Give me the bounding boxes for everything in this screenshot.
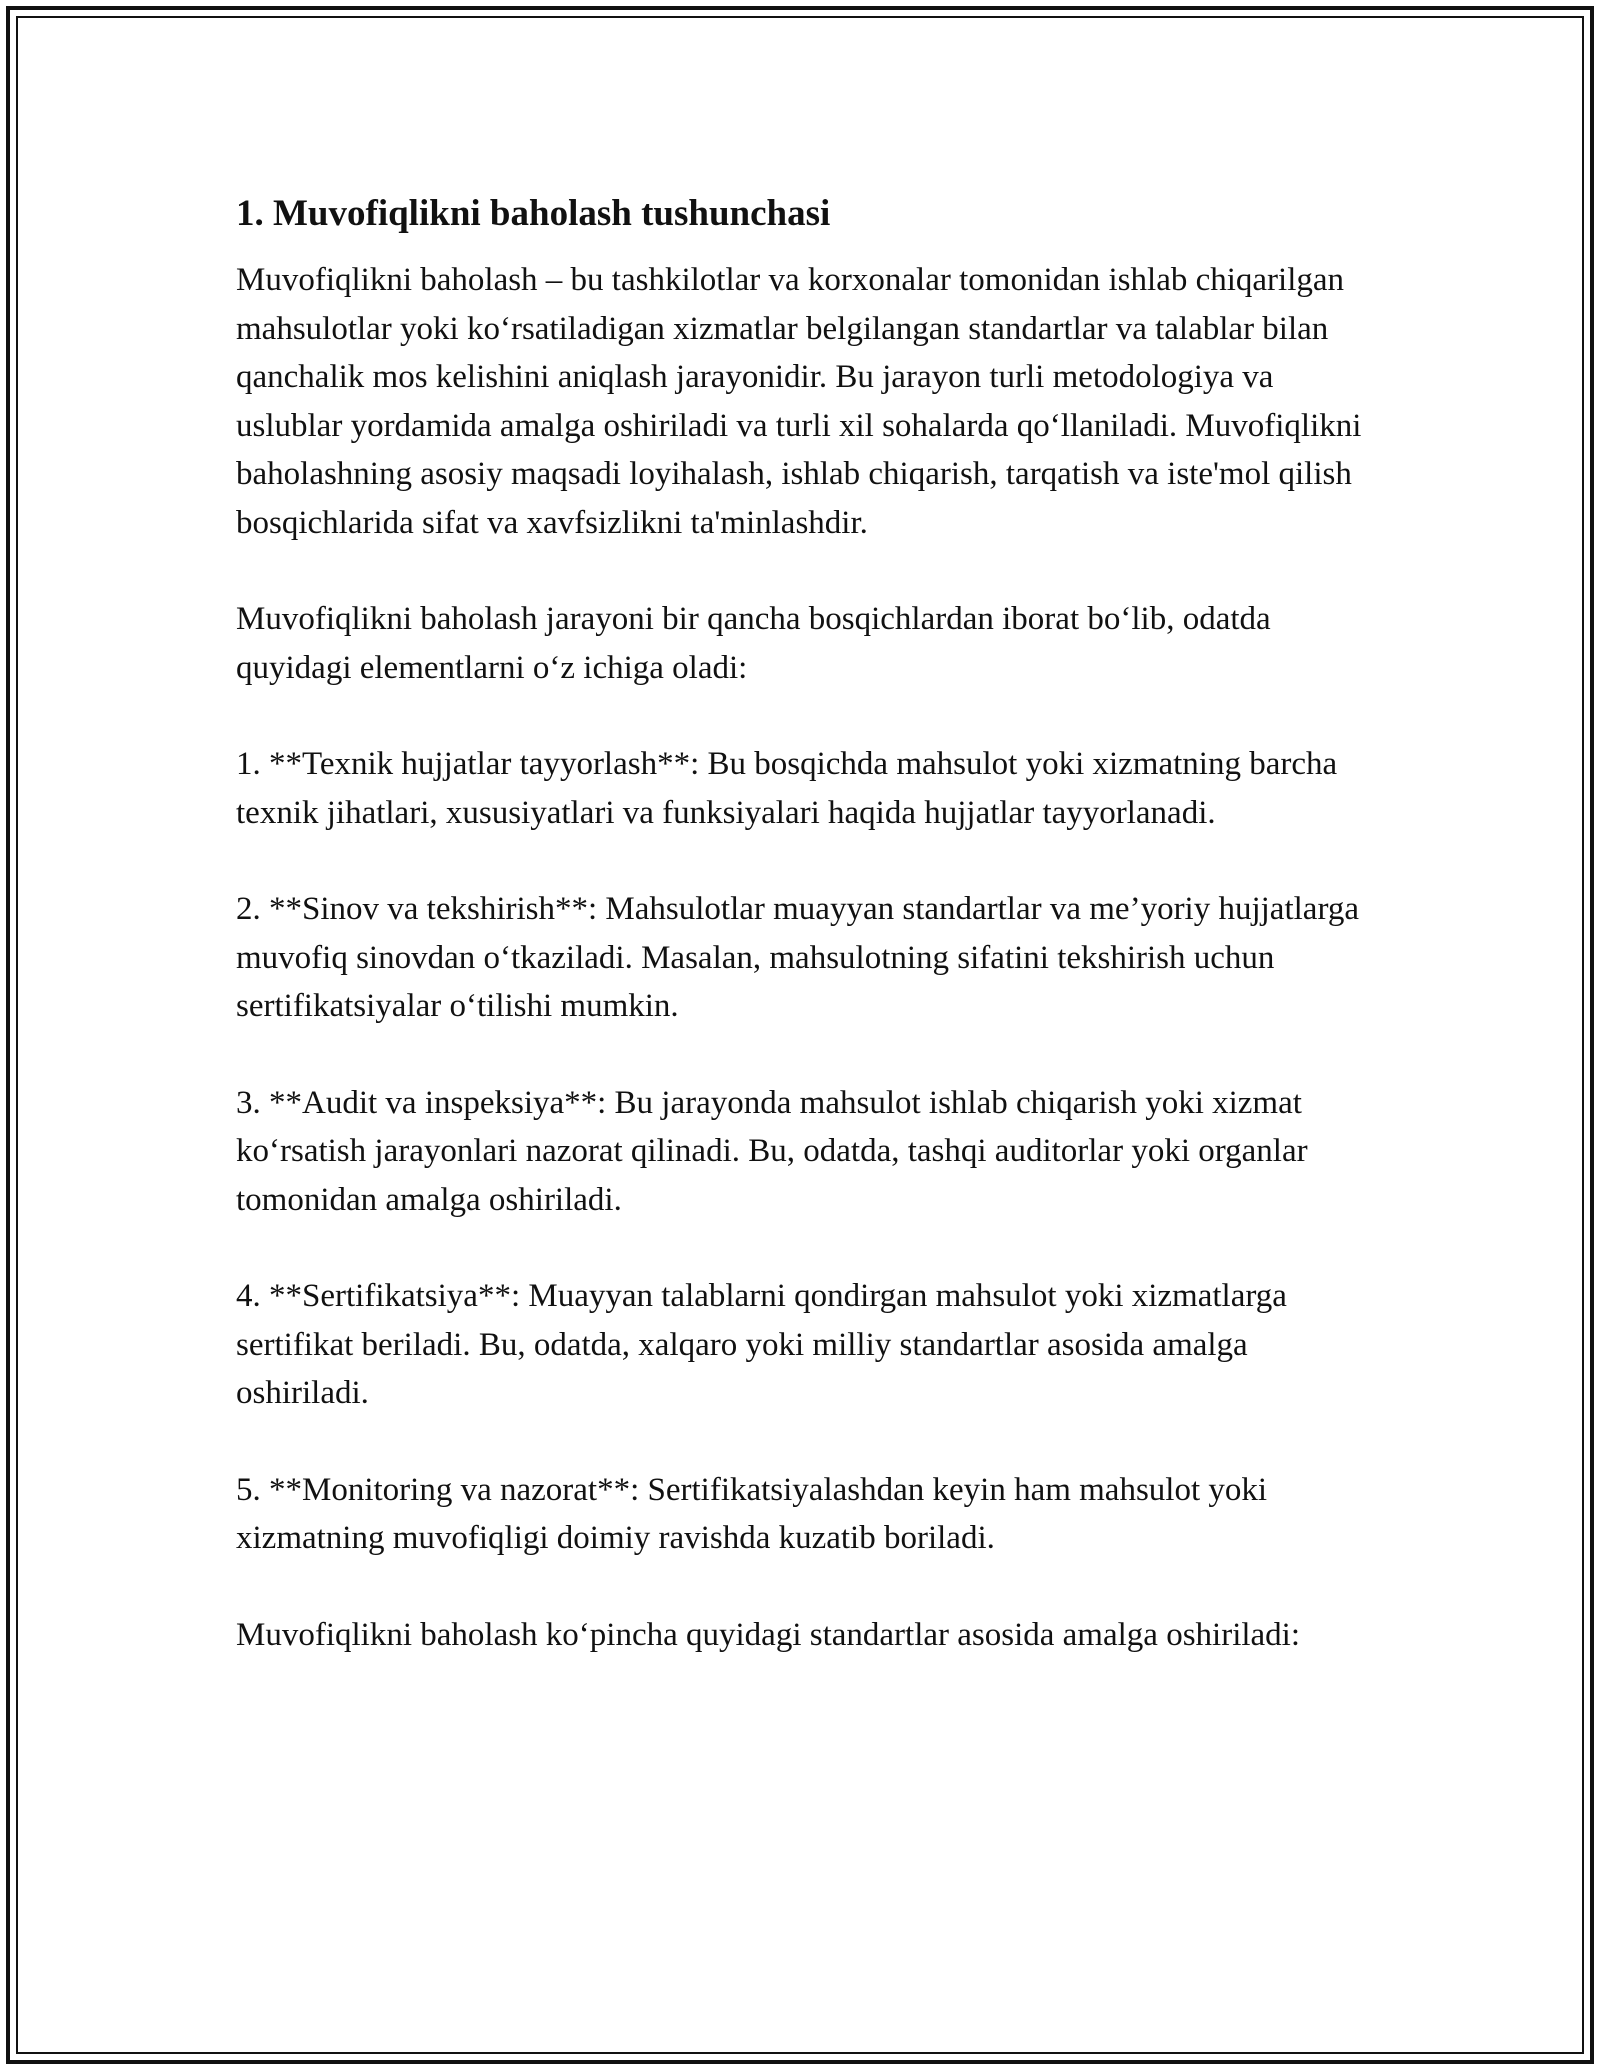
document-body — [236, 190, 1376, 1707]
paragraph-definition: Muvofiqlikni baholash – bu tashkilotlar va korxonalar tomonidan ishlab chiqarilgan mahsulotlar yoki ko‘rsatiladigan xizmatlar belgilangan standartlar va talablar bilan qanchalik mos kelishini aniqlash jarayonidir. Bu jarayon turli metodologiya va uslublar yordamida amalga oshiriladi va turli xil sohalarda qo‘llaniladi. Muvofiqlikni baholashning asosiy maqsadi loyihalash, ishlab chiqarish, tarqatish va iste'mol qilish bosqichlarida sifat va xavfsizlikni ta'minlashdir. — [236, 262, 1362, 541]
paragraph-standards-intro: Muvofiqlikni baholash ko‘pincha quyidagi standartlar asosida amalga oshiriladi: — [236, 1616, 1301, 1653]
list-item-audit: 3. **Audit va inspeksiya**: Bu jarayonda mahsulot ishlab chiqarish yoki xizmat ko‘rsatish jarayonlari nazorat qilinadi. Bu, odatda, tashqi auditorlar yoki organlar tomonidan amalga oshiriladi. — [236, 1084, 1308, 1218]
list-item-testing: 2. **Sinov va tekshirish**: Mahsulotlar muayyan standartlar va me’yoriy hujjatlarga muvofiq sinovdan o‘tkaziladi. Masalan, mahsulotning sifatini tekshirish uchun sertifikatsiyalar o‘tilishi mumkin. — [236, 891, 1359, 1024]
list-item-monitoring: 5. **Monitoring va nazorat**: Sertifikatsiyalashdan keyin ham mahsulot yoki xizmatning muvofiqligi doimiy ravishda kuzatib boriladi. — [236, 1471, 1268, 1556]
list-item-technical-docs: 1. **Texnik hujjatlar tayyorlash**: Bu bosqichda mahsulot yoki xizmatning barcha texnik jihatlari, xususiyatlari va funksiyalari haqida hujjatlar tayyorlanadi. — [236, 746, 1338, 831]
section-heading: 1. Muvofiqlikni baholash tushunchasi — [236, 193, 831, 234]
paragraph-process-intro: Muvofiqlikni baholash jarayoni bir qancha bosqichlardan iborat bo‘lib, odatda quyidagi elementlarni o‘z ichiga oladi: — [236, 601, 1271, 686]
list-item-certification: 4. **Sertifikatsiya**: Muayyan talablarni qondirgan mahsulot yoki xizmatlarga sertifikat beriladi. Bu, odatda, xalqaro yoki milliy standartlar asosida amalga oshiriladi. — [236, 1278, 1287, 1411]
